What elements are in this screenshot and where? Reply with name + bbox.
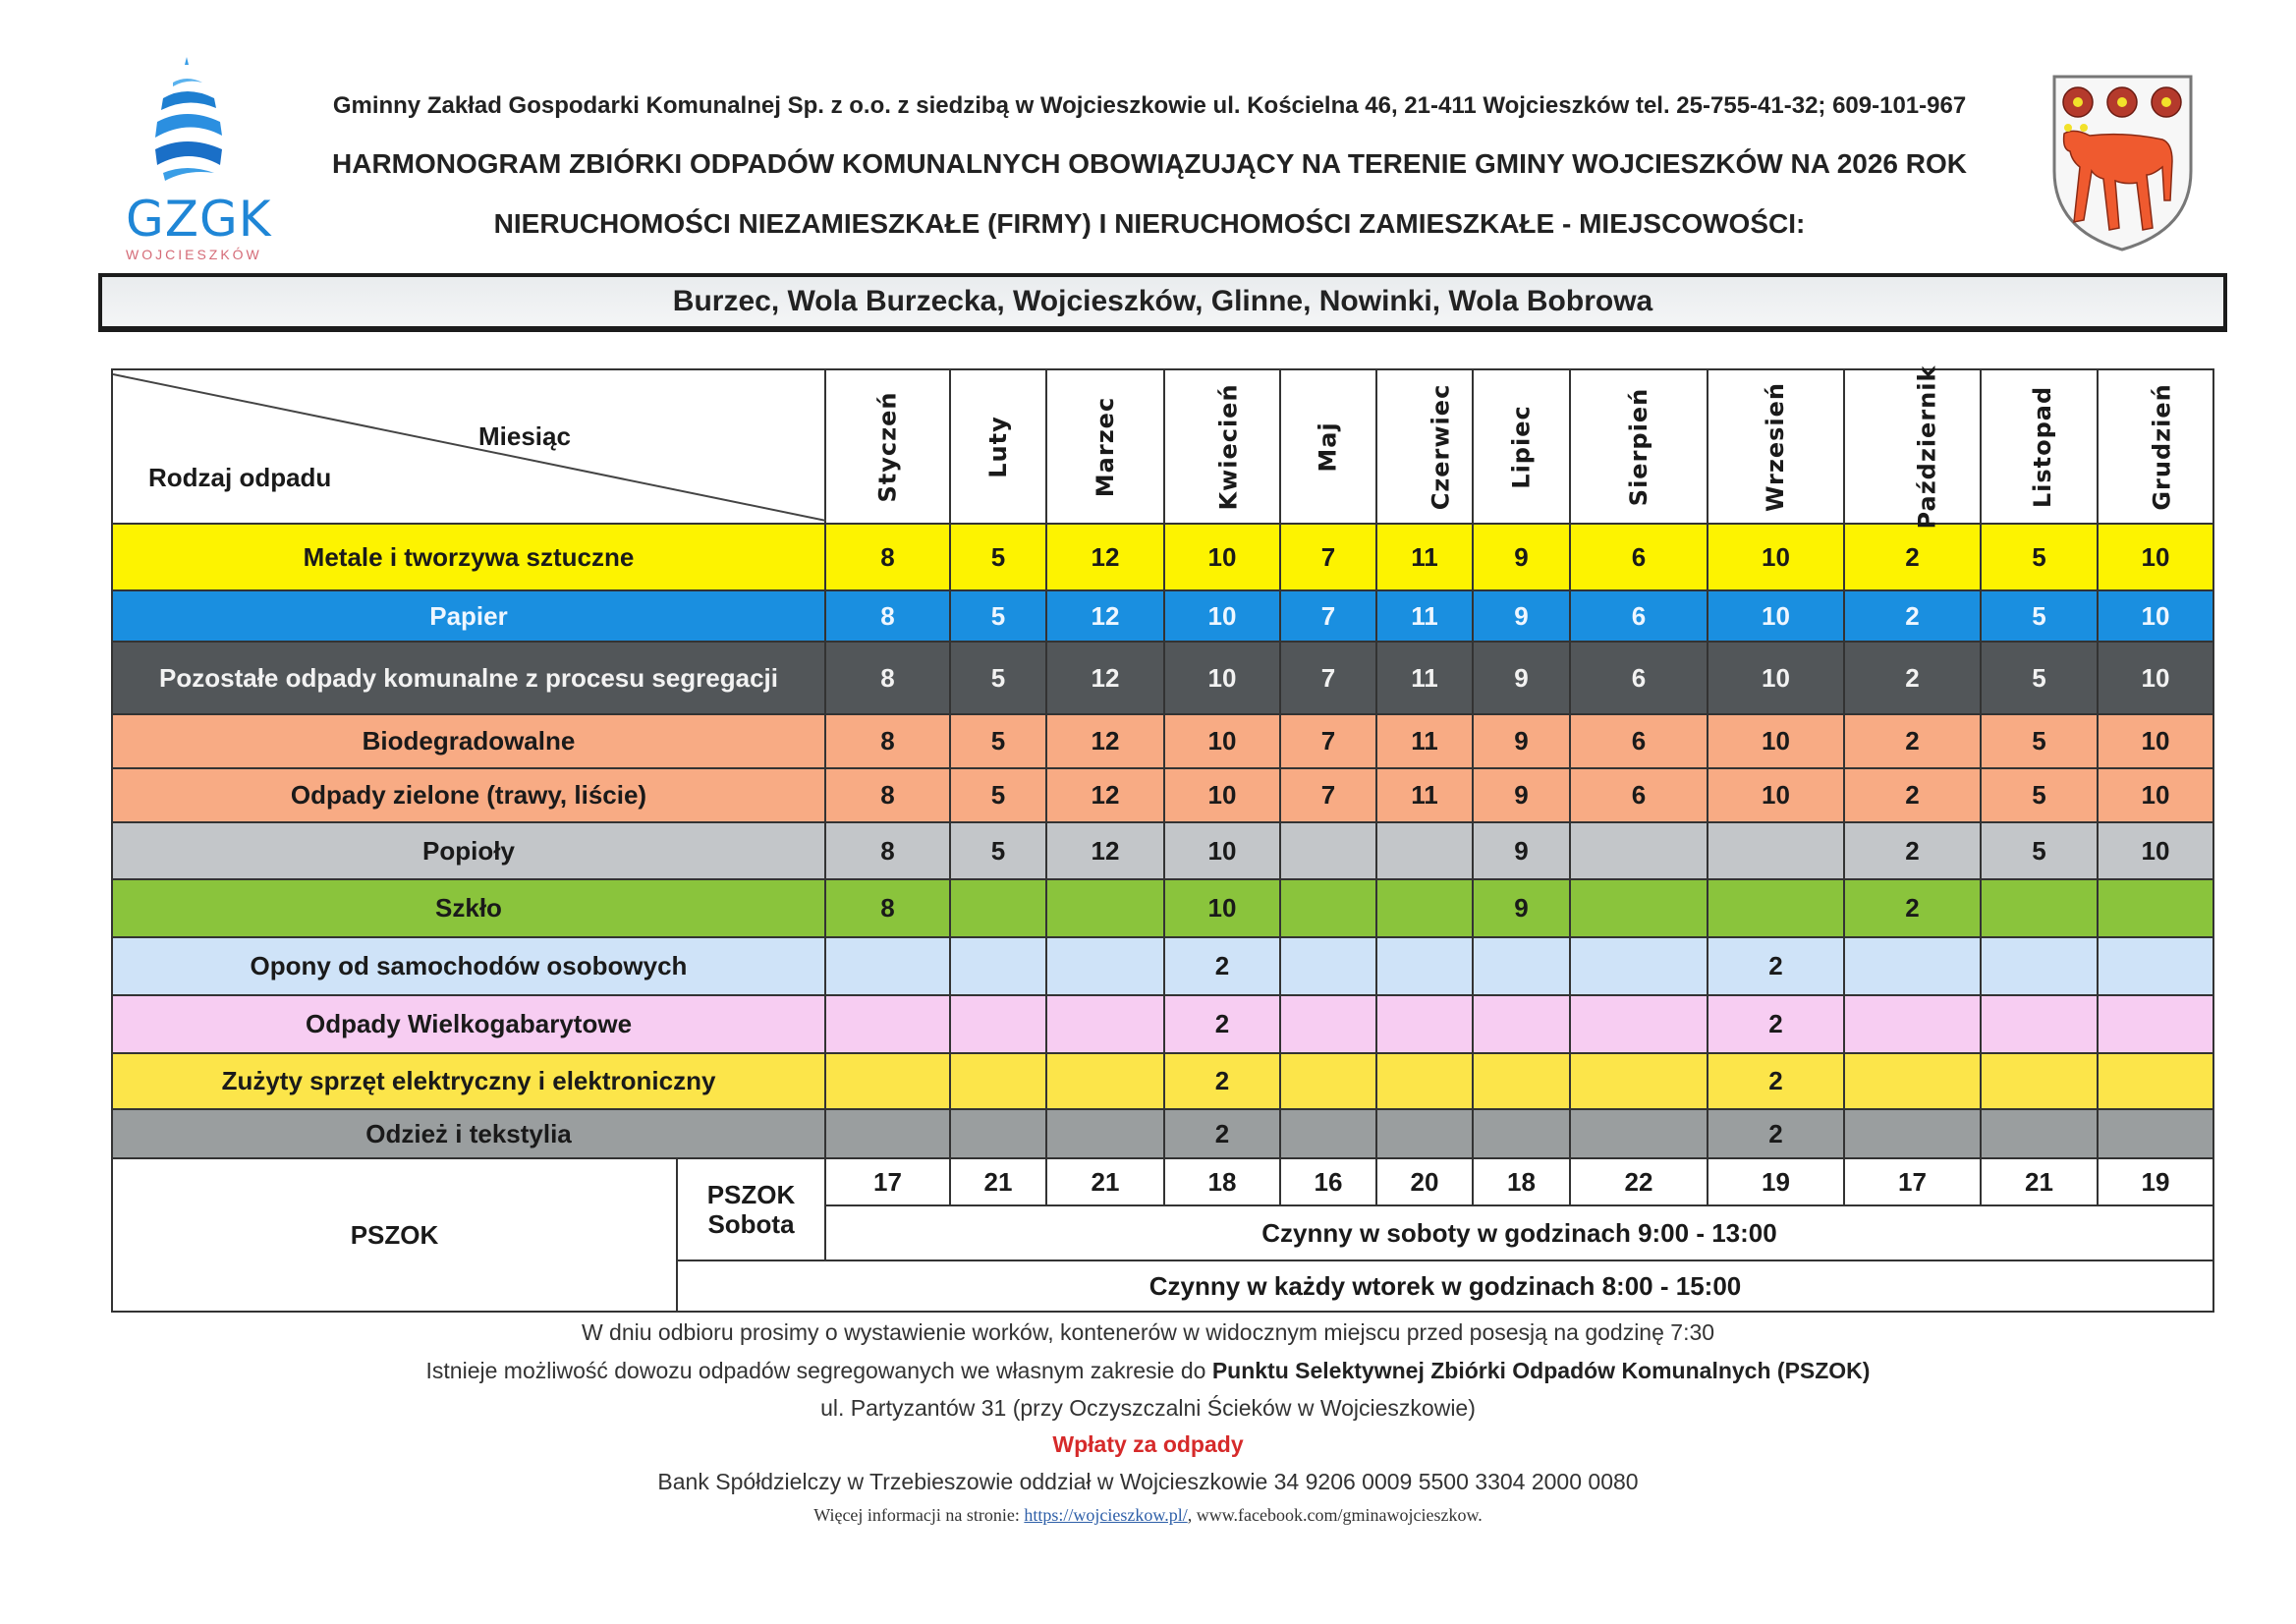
corner-header bbox=[112, 369, 825, 524]
collection-day-cell bbox=[1570, 995, 1708, 1053]
collection-day-cell: 7 bbox=[1280, 768, 1376, 822]
collection-day-cell bbox=[1280, 822, 1376, 879]
collection-day-cell: 7 bbox=[1280, 714, 1376, 768]
collection-day-cell: 2 bbox=[1844, 524, 1981, 590]
collection-day-cell: 2 bbox=[1164, 995, 1280, 1053]
collection-day-cell bbox=[1981, 1109, 2098, 1158]
collection-day-cell bbox=[825, 995, 950, 1053]
month-header: Listopad bbox=[1981, 369, 2098, 524]
collection-day-cell bbox=[950, 995, 1046, 1053]
waste-type-row bbox=[112, 995, 2213, 1053]
collection-day-cell: 5 bbox=[950, 714, 1046, 768]
collection-day-cell: 9 bbox=[1473, 590, 1570, 642]
collection-day-cell: 12 bbox=[1046, 822, 1164, 879]
waste-type-row bbox=[112, 768, 2213, 822]
collection-day-cell bbox=[1981, 879, 2098, 937]
collection-day-cell: 2 bbox=[1844, 590, 1981, 642]
collection-day-cell: 8 bbox=[825, 822, 950, 879]
pszok-full-name: Punktu Selektywnej Zbiórki Odpadów Komunalnych (PSZOK) bbox=[1211, 1358, 1871, 1383]
schedule-table bbox=[111, 364, 2214, 1313]
collection-day-cell: 11 bbox=[1376, 768, 1473, 822]
collection-day-cell: 11 bbox=[1376, 524, 1473, 590]
waste-type-label: Metale i tworzywa sztuczne bbox=[112, 524, 825, 590]
waste-type-row bbox=[112, 590, 2213, 642]
collection-day-cell bbox=[1981, 937, 2098, 995]
collection-day-cell: 2 bbox=[1708, 1053, 1844, 1109]
facebook-text: , www.facebook.com/gminawojcieszkow. bbox=[1187, 1505, 1483, 1525]
collection-day-cell bbox=[1570, 1053, 1708, 1109]
collection-day-cell bbox=[950, 937, 1046, 995]
collection-day-cell: 5 bbox=[1981, 524, 2098, 590]
logo-title: GZGK bbox=[126, 191, 272, 248]
pszok-saturday-date: 17 bbox=[825, 1158, 950, 1205]
collection-day-cell bbox=[1708, 822, 1844, 879]
collection-day-cell bbox=[1280, 1053, 1376, 1109]
collection-day-cell: 10 bbox=[2098, 714, 2213, 768]
collection-day-cell bbox=[950, 1109, 1046, 1158]
waste-type-row bbox=[112, 879, 2213, 937]
waste-type-label: Biodegradowalne bbox=[112, 714, 825, 768]
collection-day-cell: 10 bbox=[1164, 642, 1280, 714]
locations-banner: Burzec, Wola Burzecka, Wojcieszków, Glinne, Nowinki, Wola Bobrowa bbox=[98, 273, 2227, 332]
waste-type-label: Pozostałe odpady komunalne z procesu segregacji bbox=[112, 642, 825, 714]
more-info bbox=[0, 1505, 2296, 1526]
pszok-tuesday-hours: Czynny w każdy wtorek w godzinach 8:00 - 15:00 bbox=[677, 1260, 2213, 1312]
month-header: Luty bbox=[950, 369, 1046, 524]
collection-day-cell: 7 bbox=[1280, 642, 1376, 714]
document-subtitle: NIERUCHOMOŚCI NIEZAMIESZKAŁE (FIRMY) I NIERUCHOMOŚCI ZAMIESZKAŁE - MIEJSCOWOŚCI: bbox=[493, 208, 1806, 239]
collection-day-cell: 5 bbox=[950, 822, 1046, 879]
pszok-info-text: Istnieje możliwość dowozu odpadów segregowanych we własnym zakresie do bbox=[425, 1358, 1212, 1383]
collection-day-cell bbox=[1473, 937, 1570, 995]
waste-type-row bbox=[112, 822, 2213, 879]
collection-day-cell bbox=[1280, 937, 1376, 995]
collection-day-cell bbox=[950, 1053, 1046, 1109]
month-header: Grudzień bbox=[2098, 369, 2213, 524]
collection-day-cell: 9 bbox=[1473, 714, 1570, 768]
collection-day-cell: 9 bbox=[1473, 524, 1570, 590]
logo-subtitle: WOJCIESZKÓW bbox=[126, 247, 262, 262]
month-header: Lipiec bbox=[1473, 369, 1570, 524]
pszok-saturday-date: 21 bbox=[1046, 1158, 1164, 1205]
pszok-saturday-label bbox=[677, 1158, 825, 1260]
waste-type-axis-label: Rodzaj odpadu bbox=[148, 463, 332, 492]
collection-day-cell: 11 bbox=[1376, 714, 1473, 768]
collection-day-cell: 9 bbox=[1473, 768, 1570, 822]
document-title: HARMONOGRAM ZBIÓRKI ODPADÓW KOMUNALNYCH OBOWIĄZUJĄCY NA TERENIE GMINY WOJCIESZKÓW NA 2026 ROK bbox=[332, 148, 1967, 179]
waste-type-row bbox=[112, 1053, 2213, 1109]
waste-type-row bbox=[112, 524, 2213, 590]
waste-type-row bbox=[112, 937, 2213, 995]
collection-day-cell bbox=[1280, 879, 1376, 937]
collection-day-cell bbox=[1473, 1053, 1570, 1109]
waste-type-label: Odpady Wielkogabarytowe bbox=[112, 995, 825, 1053]
collection-day-cell: 2 bbox=[1708, 1109, 1844, 1158]
water-drop-icon bbox=[126, 47, 249, 195]
collection-day-cell: 10 bbox=[1708, 714, 1844, 768]
collection-day-cell: 6 bbox=[1570, 642, 1708, 714]
collection-day-cell: 2 bbox=[1708, 937, 1844, 995]
collection-day-cell bbox=[1376, 1109, 1473, 1158]
collection-day-cell bbox=[825, 937, 950, 995]
pszok-saturday-hours: Czynny w soboty w godzinach 9:00 - 13:00 bbox=[825, 1205, 2213, 1260]
collection-day-cell: 10 bbox=[1164, 822, 1280, 879]
collection-day-cell: 10 bbox=[1708, 524, 1844, 590]
collection-day-cell bbox=[1046, 1109, 1164, 1158]
collection-day-cell: 6 bbox=[1570, 590, 1708, 642]
waste-type-row bbox=[112, 642, 2213, 714]
pszok-saturday-date: 19 bbox=[1708, 1158, 1844, 1205]
collection-day-cell: 2 bbox=[1708, 995, 1844, 1053]
pszok-saturday-label-line: PSZOK bbox=[706, 1180, 796, 1209]
collection-day-cell: 5 bbox=[1981, 642, 2098, 714]
collection-day-cell bbox=[1844, 937, 1981, 995]
collection-day-cell: 8 bbox=[825, 642, 950, 714]
collection-day-cell bbox=[1376, 995, 1473, 1053]
waste-type-row bbox=[112, 1109, 2213, 1158]
collection-day-cell: 6 bbox=[1570, 714, 1708, 768]
collection-day-cell: 2 bbox=[1844, 879, 1981, 937]
pszok-saturday-date: 17 bbox=[1844, 1158, 1981, 1205]
collection-day-cell: 2 bbox=[1164, 1109, 1280, 1158]
month-header: Wrzesień bbox=[1708, 369, 1844, 524]
month-header: Maj bbox=[1280, 369, 1376, 524]
collection-day-cell: 8 bbox=[825, 714, 950, 768]
collection-day-cell: 2 bbox=[1844, 822, 1981, 879]
collection-instructions: W dniu odbioru prosimy o wystawienie worków, kontenerów w widocznym miejscu przed posesją na godzinę 7:30 bbox=[581, 1319, 1715, 1345]
collection-day-cell: 11 bbox=[1376, 590, 1473, 642]
collection-day-cell bbox=[1376, 937, 1473, 995]
collection-day-cell: 10 bbox=[1708, 768, 1844, 822]
collection-day-cell: 6 bbox=[1570, 768, 1708, 822]
collection-day-cell: 8 bbox=[825, 768, 950, 822]
collection-day-cell: 5 bbox=[950, 590, 1046, 642]
collection-day-cell bbox=[1473, 995, 1570, 1053]
pszok-saturday-date: 18 bbox=[1473, 1158, 1570, 1205]
collection-day-cell: 5 bbox=[1981, 714, 2098, 768]
collection-day-cell: 10 bbox=[1708, 590, 1844, 642]
collection-day-cell: 10 bbox=[2098, 524, 2213, 590]
collection-day-cell: 8 bbox=[825, 879, 950, 937]
coat-of-arms-icon bbox=[2046, 73, 2199, 254]
pszok-saturday-date: 18 bbox=[1164, 1158, 1280, 1205]
collection-day-cell bbox=[1981, 995, 2098, 1053]
collection-day-cell bbox=[1280, 1109, 1376, 1158]
pszok-saturday-date: 20 bbox=[1376, 1158, 1473, 1205]
collection-day-cell bbox=[825, 1053, 950, 1109]
collection-day-cell: 11 bbox=[1376, 642, 1473, 714]
collection-day-cell: 9 bbox=[1473, 822, 1570, 879]
collection-day-cell bbox=[2098, 1109, 2213, 1158]
waste-type-label: Szkło bbox=[112, 879, 825, 937]
collection-day-cell bbox=[1473, 1109, 1570, 1158]
collection-day-cell: 10 bbox=[1164, 524, 1280, 590]
more-info-text: Więcej informacji na stronie: bbox=[813, 1505, 1025, 1525]
collection-day-cell: 10 bbox=[1164, 590, 1280, 642]
collection-day-cell bbox=[1376, 879, 1473, 937]
collection-day-cell: 10 bbox=[2098, 768, 2213, 822]
pszok-saturday-date: 16 bbox=[1280, 1158, 1376, 1205]
collection-day-cell bbox=[1376, 822, 1473, 879]
collection-day-cell: 5 bbox=[1981, 822, 2098, 879]
pszok-saturday-date: 21 bbox=[1981, 1158, 2098, 1205]
collection-day-cell bbox=[1708, 879, 1844, 937]
month-axis-label: Miesiąc bbox=[478, 421, 571, 451]
pszok-label: PSZOK bbox=[112, 1158, 677, 1312]
bank-account: Bank Spółdzielczy w Trzebieszowie oddział w Wojcieszkowie 34 9206 0009 5500 3304 2000 0080 bbox=[657, 1469, 1639, 1494]
collection-day-cell: 9 bbox=[1473, 879, 1570, 937]
pszok-saturday-row bbox=[112, 1158, 2213, 1205]
waste-type-label: Opony od samochodów osobowych bbox=[112, 937, 825, 995]
collection-day-cell: 5 bbox=[1981, 768, 2098, 822]
month-header: Styczeń bbox=[825, 369, 950, 524]
collection-day-cell: 5 bbox=[950, 768, 1046, 822]
gzgk-logo bbox=[126, 47, 272, 263]
month-header: Sierpień bbox=[1570, 369, 1708, 524]
collection-day-cell: 2 bbox=[1844, 768, 1981, 822]
pszok-saturday-label-line: Sobota bbox=[707, 1209, 795, 1239]
collection-day-cell bbox=[1844, 995, 1981, 1053]
collection-day-cell: 5 bbox=[1981, 590, 2098, 642]
pszok-saturday-date: 19 bbox=[2098, 1158, 2213, 1205]
collection-day-cell: 10 bbox=[2098, 642, 2213, 714]
collection-day-cell: 10 bbox=[1708, 642, 1844, 714]
collection-day-cell bbox=[1570, 1109, 1708, 1158]
collection-day-cell: 12 bbox=[1046, 642, 1164, 714]
waste-type-label: Zużyty sprzęt elektryczny i elektroniczny bbox=[112, 1053, 825, 1109]
collection-day-cell: 10 bbox=[1164, 879, 1280, 937]
month-header: Kwiecień bbox=[1164, 369, 1280, 524]
collection-day-cell bbox=[1844, 1109, 1981, 1158]
collection-day-cell bbox=[1570, 822, 1708, 879]
collection-day-cell: 5 bbox=[950, 642, 1046, 714]
collection-day-cell: 5 bbox=[950, 524, 1046, 590]
pszok-address: ul. Partyzantów 31 (przy Oczyszczalni Ścieków w Wojcieszkowie) bbox=[820, 1395, 1476, 1421]
waste-type-label: Papier bbox=[112, 590, 825, 642]
collection-day-cell: 10 bbox=[2098, 590, 2213, 642]
collection-day-cell bbox=[950, 879, 1046, 937]
company-info: Gminny Zakład Gospodarki Komunalnej Sp. z o.o. z siedzibą w Wojcieszkowie ul. Kościelna 46, 21-411 Wojcieszków tel. 25-755-41-32; 609-101-967 bbox=[332, 92, 1967, 119]
collection-day-cell bbox=[2098, 1053, 2213, 1109]
collection-day-cell: 12 bbox=[1046, 590, 1164, 642]
collection-day-cell bbox=[1046, 879, 1164, 937]
collection-day-cell bbox=[2098, 879, 2213, 937]
payments-heading: Wpłaty za odpady bbox=[1052, 1431, 1244, 1457]
waste-type-label: Odzież i tekstylia bbox=[112, 1109, 825, 1158]
collection-day-cell: 2 bbox=[1164, 1053, 1280, 1109]
collection-day-cell bbox=[825, 1109, 950, 1158]
collection-day-cell bbox=[1844, 1053, 1981, 1109]
collection-day-cell: 10 bbox=[1164, 714, 1280, 768]
collection-day-cell: 2 bbox=[1164, 937, 1280, 995]
collection-day-cell bbox=[1046, 995, 1164, 1053]
website-link[interactable]: https://wojcieszkow.pl/ bbox=[1024, 1505, 1188, 1525]
month-header: Marzec bbox=[1046, 369, 1164, 524]
month-header: Październik bbox=[1844, 369, 1981, 524]
collection-day-cell bbox=[2098, 995, 2213, 1053]
collection-day-cell bbox=[2098, 937, 2213, 995]
month-header-row bbox=[112, 369, 2213, 524]
pszok-saturday-date: 22 bbox=[1570, 1158, 1708, 1205]
collection-day-cell bbox=[1570, 879, 1708, 937]
waste-type-label: Odpady zielone (trawy, liście) bbox=[112, 768, 825, 822]
collection-day-cell bbox=[1046, 1053, 1164, 1109]
collection-day-cell bbox=[1280, 995, 1376, 1053]
collection-day-cell: 12 bbox=[1046, 524, 1164, 590]
collection-day-cell: 8 bbox=[825, 524, 950, 590]
collection-day-cell: 7 bbox=[1280, 524, 1376, 590]
collection-day-cell bbox=[1046, 937, 1164, 995]
collection-day-cell bbox=[1376, 1053, 1473, 1109]
collection-day-cell bbox=[1570, 937, 1708, 995]
pszok-info bbox=[0, 1358, 2296, 1384]
collection-day-cell: 12 bbox=[1046, 714, 1164, 768]
collection-day-cell: 2 bbox=[1844, 642, 1981, 714]
collection-day-cell bbox=[1981, 1053, 2098, 1109]
collection-day-cell: 6 bbox=[1570, 524, 1708, 590]
collection-day-cell: 2 bbox=[1844, 714, 1981, 768]
collection-day-cell: 10 bbox=[2098, 822, 2213, 879]
collection-day-cell: 10 bbox=[1164, 768, 1280, 822]
collection-day-cell: 9 bbox=[1473, 642, 1570, 714]
waste-type-label: Popioły bbox=[112, 822, 825, 879]
collection-day-cell: 7 bbox=[1280, 590, 1376, 642]
month-header: Czerwiec bbox=[1376, 369, 1473, 524]
pszok-saturday-date: 21 bbox=[950, 1158, 1046, 1205]
waste-type-row bbox=[112, 714, 2213, 768]
collection-day-cell: 12 bbox=[1046, 768, 1164, 822]
diagonal-divider bbox=[113, 370, 826, 523]
collection-day-cell: 8 bbox=[825, 590, 950, 642]
